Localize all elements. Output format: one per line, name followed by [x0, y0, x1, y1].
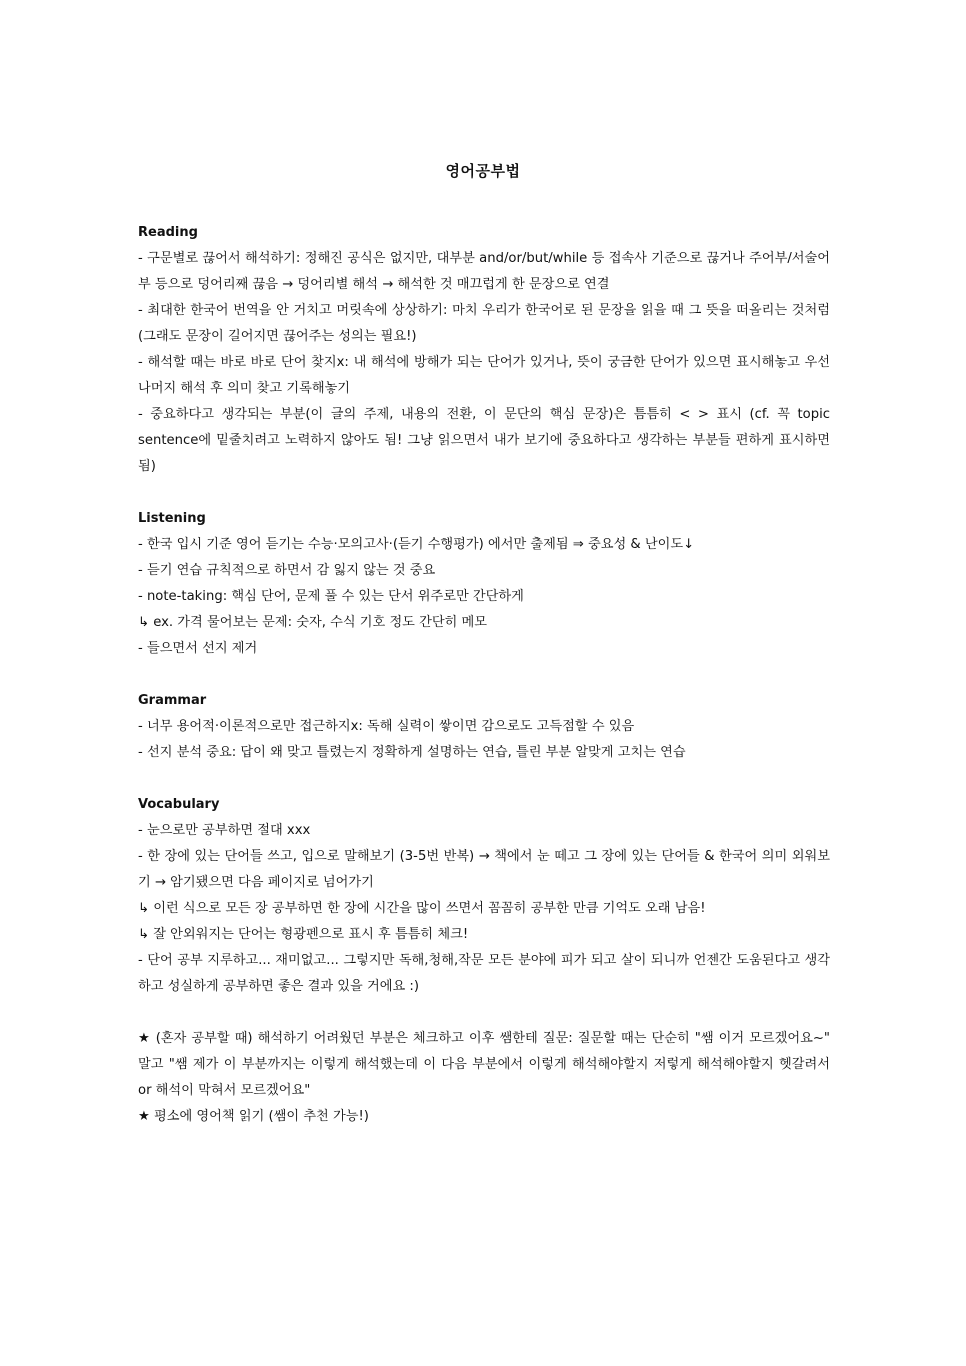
paragraph: - 한국 입시 기준 영어 듣기는 수능·모의고사·(듣기 수행평가) 에서만 출제됨 ⇒ 중요성 & 난이도↓: [138, 537, 695, 552]
section-reading: [138, 220, 830, 480]
paragraph: ↳ ex. 가격 물어보는 문제: 숫자, 수식 기호 정도 간단히 메모: [138, 615, 488, 630]
paragraph: - 너무 용어적·이론적으로만 접근하지x: 독해 실력이 쌓이면 감으로도 고득점할 수 있음: [138, 719, 635, 734]
section-heading: Reading: [138, 225, 198, 240]
section-heading: Grammar: [138, 693, 207, 708]
tip-item: ★ 평소에 영어책 읽기 (쌤이 추천 가능!): [138, 1109, 369, 1124]
paragraph: - 구문별로 끊어서 해석하기: 정해진 공식은 없지만, 대부분 and/or/but/while 등 접속사 기준으로 끊거나 주어부/서술어부 등으로 덩어리째 끊음 → 덩어리별 해석 → 해석한 것 매끄럽게 한 문장으로 연결: [138, 251, 830, 292]
tip-item: ★ (혼자 공부할 때) 해석하기 어려웠던 부분은 체크하고 이후 쌤한테 질문: 질문할 때는 단순히 "쌤 이거 모르겠어요~" 말고 "쌤 제가 이 부분까지는 이렇게 해석했는데 이 다음 부분에서 이렇게 해석해야할지 저렇게 해석해야할지 헷갈려서 or 해석이 막혀서 모르겠어요": [138, 1031, 830, 1098]
paragraph: - 해석할 때는 바로 바로 단어 찾지x: 내 해석에 방해가 되는 단어가 있거나, 뜻이 궁금한 단어가 있으면 표시해놓고 우선 나머지 해석 후 의미 찾고 기록해놓기: [138, 355, 830, 396]
section-heading: Vocabulary: [138, 797, 220, 812]
tips-section: [138, 1026, 830, 1130]
paragraph: - 단어 공부 지루하고... 재미없고... 그렇지만 독해,청해,작문 모든 분야에 피가 되고 살이 되니까 언젠간 도움된다고 생각하고 성실하게 공부하면 좋은 결과 있을 거에요 :): [138, 953, 830, 994]
paragraph: ↳ 잘 안외워지는 단어는 형광펜으로 표시 후 틈틈히 체크!: [138, 927, 469, 942]
paragraph: - 듣기 연습 규칙적으로 하면서 감 잃지 않는 것 중요: [138, 563, 436, 578]
section-vocabulary: [138, 792, 830, 1000]
paragraph: - 중요하다고 생각되는 부분(이 글의 주제, 내용의 전환, 이 문단의 핵심 문장)은 틈틈히 < > 표시 (cf. 꼭 topic sentence에 밑줄치려고 노력하지 않아도 됨! 그냥 읽으면서 내가 보기에 중요하다고 생각하는 부분들 편하게 표시하면 됨): [138, 407, 830, 474]
paragraph: - note-taking: 핵심 단어, 문제 풀 수 있는 단서 위주로만 간단하게: [138, 589, 524, 604]
paragraph: - 한 장에 있는 단어들 쓰고, 입으로 말해보기 (3-5번 반복) → 책에서 눈 떼고 그 장에 있는 단어들 & 한국어 의미 외워보기 → 암기됐으면 다음 페이지로 넘어가기: [138, 849, 830, 890]
paragraph: - 최대한 한국어 번역을 안 거치고 머릿속에 상상하기: 마치 우리가 한국어로 된 문장을 읽을 때 그 뜻을 떠올리는 것처럼 (그래도 문장이 길어지면 끊어주는 성의는 필요!): [138, 303, 830, 344]
paragraph: - 선지 분석 중요: 답이 왜 맞고 틀렸는지 정확하게 설명하는 연습, 틀린 부분 알맞게 고치는 연습: [138, 745, 686, 760]
section-grammar: [138, 688, 830, 766]
document-title: 영어공부법: [445, 162, 521, 180]
document-body: [138, 220, 830, 1130]
paragraph: ↳ 이런 식으로 모든 장 공부하면 한 장에 시간을 많이 쓰면서 꼼꼼히 공부한 만큼 기억도 오래 남음!: [138, 901, 706, 916]
section-listening: [138, 506, 830, 662]
section-heading: Listening: [138, 511, 206, 526]
paragraph: - 들으면서 선지 제거: [138, 641, 258, 656]
paragraph: - 눈으로만 공부하면 절대 xxx: [138, 823, 311, 838]
